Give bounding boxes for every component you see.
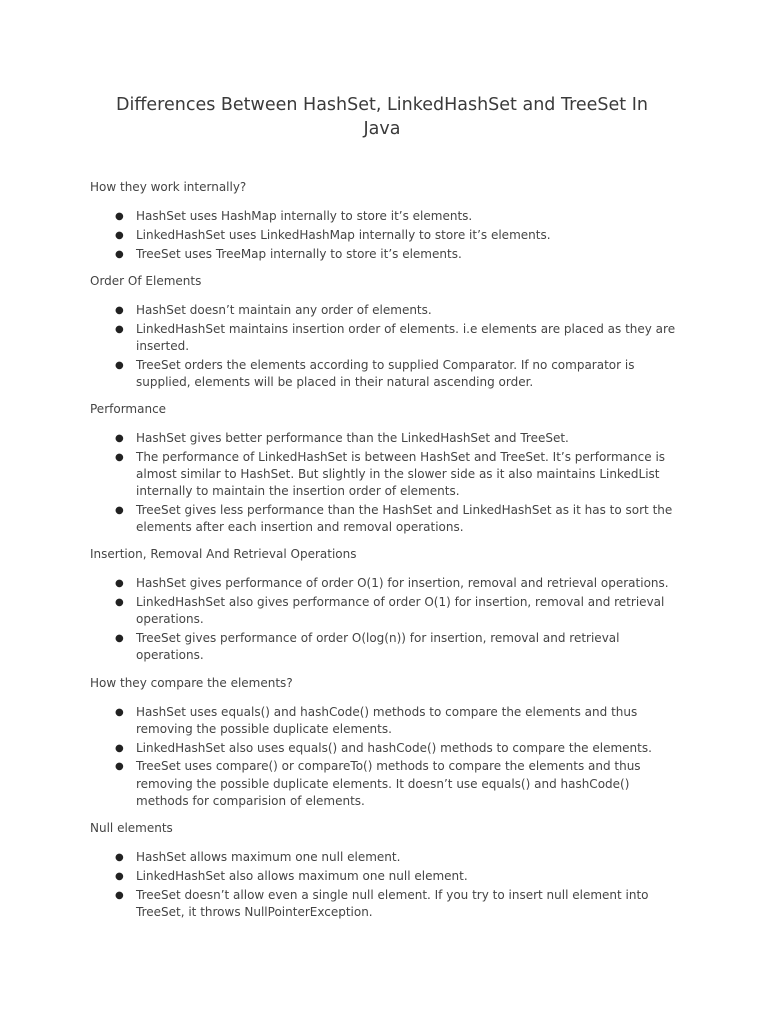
title-spacer [90,141,676,179]
list-item-text: LinkedHashSet also gives performance of order O(1) for insertion, removal and retrieval operations. [136,595,665,627]
list-item-text: HashSet uses HashMap internally to store it’s elements. [136,209,473,223]
list-item [115,849,676,866]
bullet-icon: ● [115,706,124,718]
page-title: Differences Between HashSet, LinkedHashSet and TreeSet In Java [116,95,648,139]
bullet-list [90,704,676,810]
list-item-text: TreeSet uses compare() or compareTo() methods to compare the elements and thus removing the possible duplicate elements. It doesn’t use equals() and hashCode() methods for comparision of elements. [136,759,641,808]
bullet-icon: ● [115,323,124,335]
bullet-icon: ● [115,211,124,222]
bullet-icon: ● [115,451,124,463]
list-item [115,758,676,810]
list-item-text: TreeSet doesn’t allow even a single null element. If you try to insert null element into TreeSet, it throws NullPointerException. [136,887,649,919]
bullet-icon: ● [115,359,124,371]
section-heading: Performance [90,402,167,416]
bullet-list [90,208,676,263]
list-item [115,208,676,225]
bullet-icon: ● [115,633,124,645]
section-heading: Null elements [90,821,173,836]
section-compare [90,675,676,810]
bullet-icon: ● [115,578,124,590]
bullet-icon: ● [115,870,124,882]
section-operations [90,546,676,664]
list-item-text: HashSet gives better performance than the LinkedHashSet and TreeSet. [136,431,569,445]
section-order [90,273,676,391]
section-heading: How they compare the elements? [90,675,293,690]
bullet-icon: ● [115,505,124,516]
list-item [115,246,676,263]
list-item-text: TreeSet gives less performance than the HashSet and LinkedHashSet as it has to sort the elements after each insertion and removal operations. [136,503,673,535]
section-heading: How they work internally? [90,180,247,194]
list-item-text: LinkedHashSet maintains insertion order of elements. i.e elements are placed as they are inserted. [136,321,676,353]
list-item [115,357,676,391]
list-item [115,302,676,319]
bullet-icon: ● [115,229,124,241]
list-item [115,740,676,757]
list-item [115,704,676,738]
section-null [90,820,676,921]
list-item-text: HashSet gives performance of order O(1) for insertion, removal and retrieval operations. [136,576,669,591]
bullet-list [90,575,676,664]
list-item-text: LinkedHashSet also allows maximum one null element. [136,868,468,883]
bullet-list [90,430,676,536]
bullet-icon: ● [115,433,124,444]
bullet-icon: ● [115,889,124,901]
list-item-text: LinkedHashSet also uses equals() and hashCode() methods to compare the elements. [136,740,652,755]
bullet-icon: ● [115,248,124,260]
bullet-icon: ● [115,304,124,316]
bullet-icon: ● [115,852,124,864]
list-item-text: The performance of LinkedHashSet is between HashSet and TreeSet. It’s performance is almost similar to HashSet. But slightly in the slower side as it also maintains LinkedList internally to maintain the insertion order of elements. [136,449,666,499]
bullet-icon: ● [115,742,124,754]
section-heading: Insertion, Removal And Retrieval Operations [90,547,357,562]
list-item [115,887,676,921]
bullet-icon: ● [115,761,124,773]
list-item [115,449,676,501]
section-performance [90,401,676,536]
list-item [115,594,676,628]
list-item-text: TreeSet orders the elements according to supplied Comparator. If no comparator is supplied, elements will be placed in their natural ascending order. [136,357,635,389]
list-item-text: HashSet uses equals() and hashCode() methods to compare the elements and thus removing the possible duplicate elements. [136,704,638,736]
section-internals [90,179,676,263]
list-item-text: LinkedHashSet uses LinkedHashMap internally to store it’s elements. [136,227,551,242]
section-heading: Order Of Elements [90,273,202,288]
list-item-text: HashSet allows maximum one null element. [136,850,401,865]
list-item [115,227,676,244]
list-item-text: TreeSet gives performance of order O(log(n)) for insertion, removal and retrieval operations. [136,631,620,663]
list-item [115,630,676,664]
bullet-icon: ● [115,597,124,609]
list-item-text: HashSet doesn’t maintain any order of elements. [136,302,432,317]
list-item [115,575,676,592]
bullet-list [90,849,676,921]
list-item-text: TreeSet uses TreeMap internally to store it’s elements. [136,246,462,261]
list-item [115,321,676,355]
list-item [115,430,676,447]
bullet-list [90,302,676,391]
list-item [115,868,676,885]
list-item [115,502,676,536]
